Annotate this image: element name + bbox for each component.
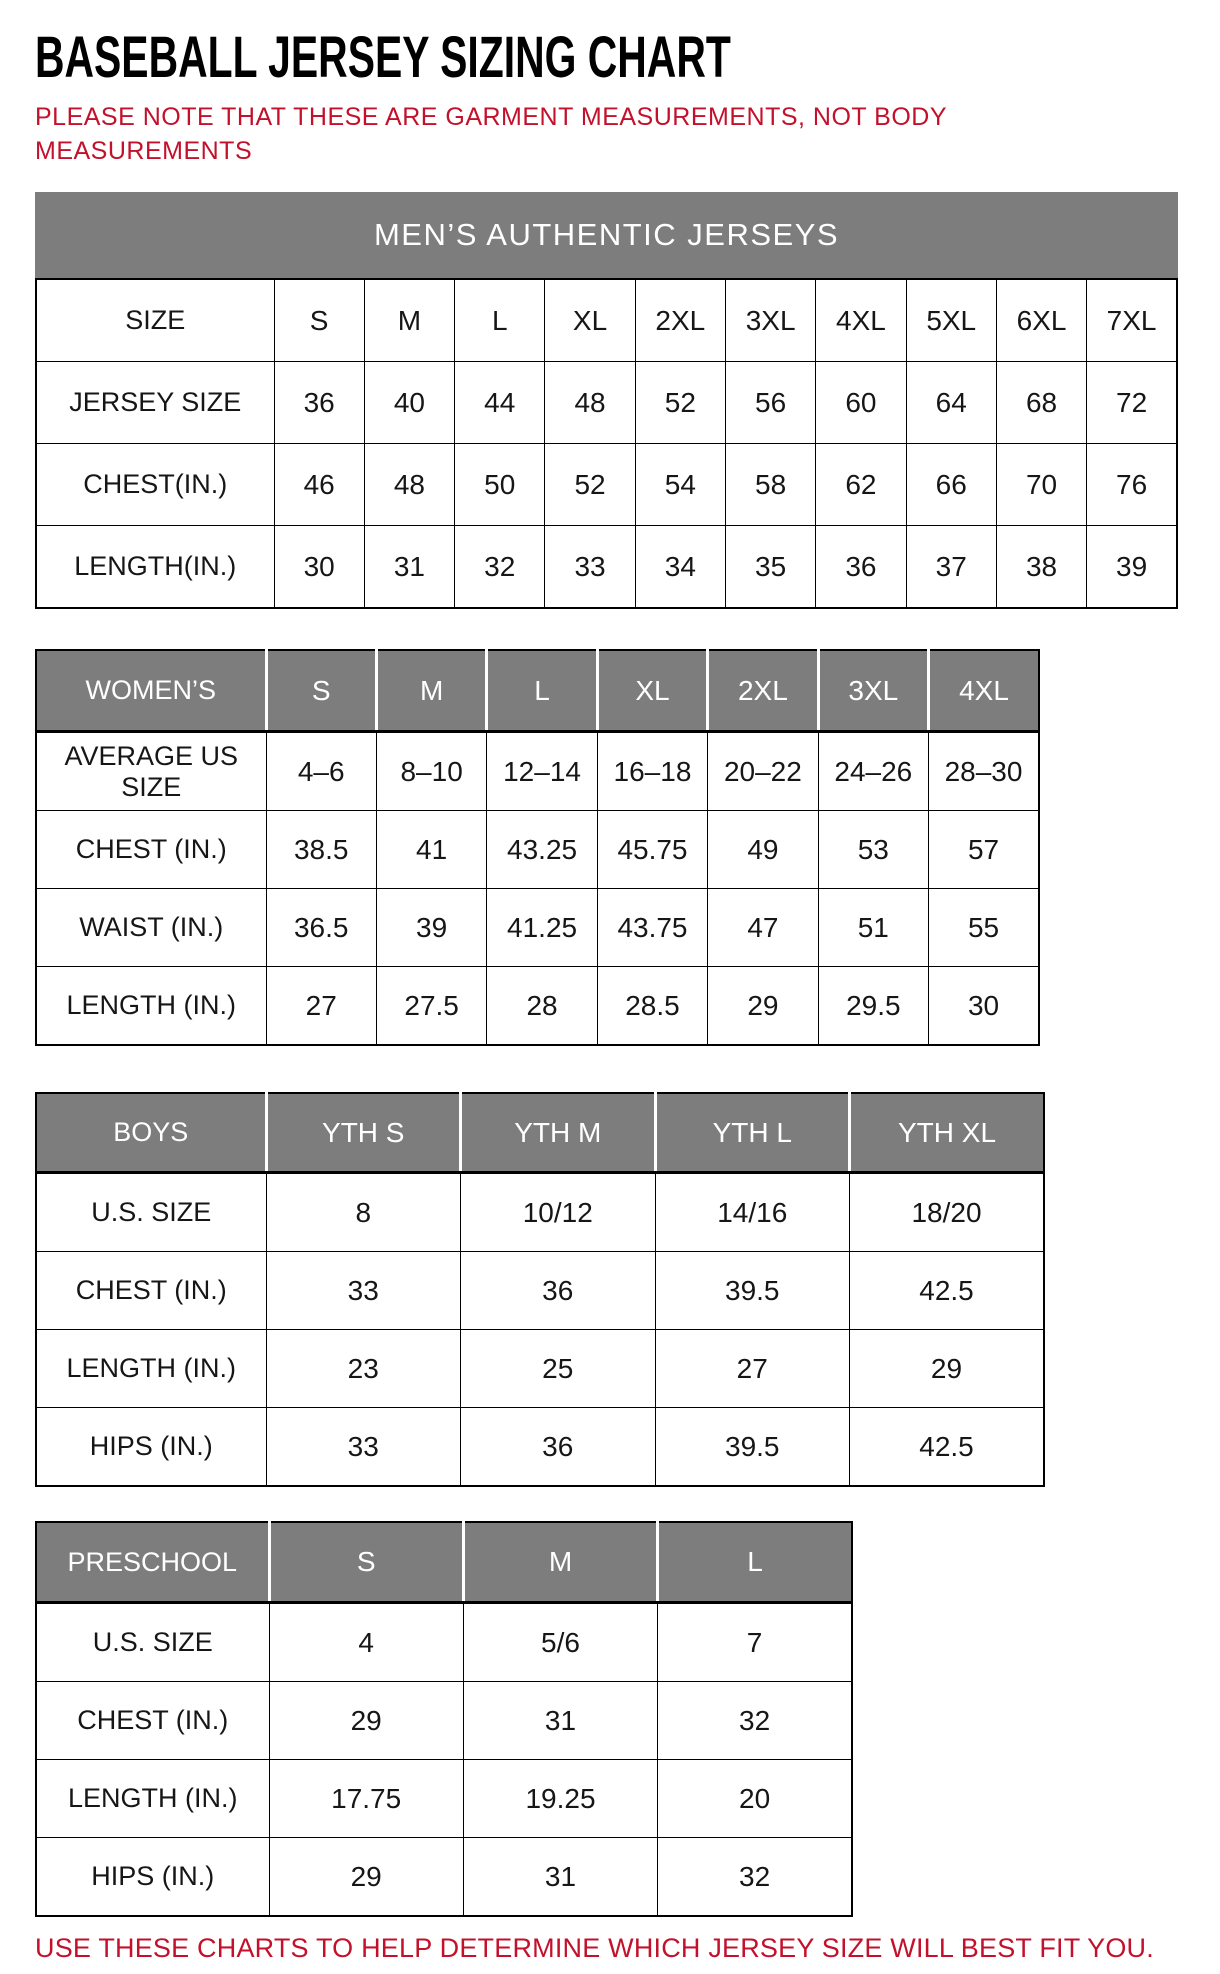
mens-cell: 3XL [725,279,815,362]
boys-cell: 33 [266,1252,461,1330]
womens-cell: 20–22 [708,732,818,811]
boys-size-header-0: YTH S [266,1093,461,1173]
mens-cell: 76 [1087,444,1177,526]
womens-sizing-table [35,649,1040,1046]
mens-cell: 54 [635,444,725,526]
womens-table-row [36,967,1039,1046]
womens-cell: 24–26 [818,732,928,811]
mens-cell: 48 [364,444,454,526]
boys-table-row [36,1330,1044,1408]
preschool-cell: 29 [269,1682,463,1760]
page-title: BASEBALL JERSEY SIZING CHART [35,23,731,90]
mens-cell: 60 [816,362,906,444]
boys-row-label: U.S. SIZE [36,1173,266,1252]
mens-cell: XL [545,279,635,362]
boys-cell: 10/12 [461,1173,656,1252]
boys-cell: 18/20 [850,1173,1045,1252]
preschool-cell: 32 [658,1838,852,1917]
preschool-cell: 4 [269,1603,463,1682]
boys-cell: 42.5 [850,1252,1045,1330]
preschool-row-label: LENGTH (IN.) [36,1760,269,1838]
womens-cell: 8–10 [376,732,486,811]
mens-table-row [36,444,1177,526]
mens-cell: 37 [906,526,996,609]
boys-row-label: HIPS (IN.) [36,1408,266,1487]
preschool-cell: 32 [658,1682,852,1760]
womens-cell: 30 [929,967,1039,1046]
mens-cell: 66 [906,444,996,526]
preschool-cell: 31 [463,1838,657,1917]
mens-cell: 40 [364,362,454,444]
womens-size-header-3: XL [597,650,707,732]
mens-cell: 35 [725,526,815,609]
mens-cell: 36 [274,362,364,444]
boys-cell: 25 [461,1330,656,1408]
boys-table-row [36,1252,1044,1330]
preschool-row-label: HIPS (IN.) [36,1838,269,1917]
womens-cell: 12–14 [487,732,597,811]
womens-cell: 28 [487,967,597,1046]
mens-cell: 38 [996,526,1086,609]
womens-cell: 27 [266,967,376,1046]
mens-cell: 36 [816,526,906,609]
mens-cell: 56 [725,362,815,444]
mens-cell: 46 [274,444,364,526]
boys-cell: 39.5 [655,1408,850,1487]
boys-cell: 29 [850,1330,1045,1408]
mens-cell: 39 [1087,526,1177,609]
mens-table-row [36,279,1177,362]
womens-table-row [36,889,1039,967]
mens-row-label: LENGTH(IN.) [36,526,274,609]
boys-cell: 39.5 [655,1252,850,1330]
preschool-size-header-1: M [463,1522,657,1603]
womens-cell: 43.25 [487,811,597,889]
mens-row-label: JERSEY SIZE [36,362,274,444]
mens-cell: 31 [364,526,454,609]
mens-cell: L [455,279,545,362]
preschool-table-row [36,1682,852,1760]
womens-cell: 43.75 [597,889,707,967]
boys-row-label: CHEST (IN.) [36,1252,266,1330]
womens-size-header-5: 3XL [818,650,928,732]
mens-cell: 33 [545,526,635,609]
preschool-header-row [36,1522,852,1603]
mens-cell: 6XL [996,279,1086,362]
boys-row-label: LENGTH (IN.) [36,1330,266,1408]
boys-sizing-table [35,1092,1045,1487]
womens-cell: 27.5 [376,967,486,1046]
preschool-cell: 7 [658,1603,852,1682]
boys-cell: 36 [461,1252,656,1330]
womens-header-row [36,650,1039,732]
mens-cell: 58 [725,444,815,526]
preschool-cell: 17.75 [269,1760,463,1838]
womens-size-header-1: M [376,650,486,732]
boys-cell: 36 [461,1408,656,1487]
mens-cell: 44 [455,362,545,444]
preschool-cell: 29 [269,1838,463,1917]
mens-cell: 68 [996,362,1086,444]
womens-cell: 51 [818,889,928,967]
womens-size-header-2: L [487,650,597,732]
womens-cell: 28–30 [929,732,1039,811]
boys-header-label: BOYS [36,1093,266,1173]
womens-cell: 53 [818,811,928,889]
preschool-header-label: PRESCHOOL [36,1522,269,1603]
preschool-size-header-2: L [658,1522,852,1603]
mens-cell: 62 [816,444,906,526]
boys-header-row [36,1093,1044,1173]
mens-table-banner: MEN’S AUTHENTIC JERSEYS [35,192,1178,278]
mens-cell: 70 [996,444,1086,526]
mens-cell: 52 [635,362,725,444]
womens-cell: 38.5 [266,811,376,889]
mens-sizing-table [35,278,1178,609]
mens-cell: 2XL [635,279,725,362]
womens-cell: 41 [376,811,486,889]
womens-cell: 47 [708,889,818,967]
womens-cell: 4–6 [266,732,376,811]
womens-size-header-4: 2XL [708,650,818,732]
boys-cell: 42.5 [850,1408,1045,1487]
mens-cell: 34 [635,526,725,609]
boys-size-header-1: YTH M [461,1093,656,1173]
womens-cell: 55 [929,889,1039,967]
preschool-cell: 20 [658,1760,852,1838]
preschool-cell: 19.25 [463,1760,657,1838]
boys-table-row [36,1408,1044,1487]
preschool-cell: 31 [463,1682,657,1760]
mens-cell: 7XL [1087,279,1177,362]
womens-size-header-0: S [266,650,376,732]
womens-cell: 28.5 [597,967,707,1046]
mens-cell: 32 [455,526,545,609]
footer-note: USE THESE CHARTS TO HELP DETERMINE WHICH JERSEY SIZE WILL BEST FIT YOU. [35,1933,1154,1963]
mens-row-label: SIZE [36,279,274,362]
preschool-row-label: U.S. SIZE [36,1603,269,1682]
mens-cell: 52 [545,444,635,526]
mens-cell: 4XL [816,279,906,362]
note-line-2: MEASUREMENTS [35,137,253,165]
mens-table-row [36,526,1177,609]
womens-table-row [36,811,1039,889]
mens-cell: 50 [455,444,545,526]
preschool-cell: 5/6 [463,1603,657,1682]
womens-cell: 45.75 [597,811,707,889]
boys-size-header-2: YTH L [655,1093,850,1173]
mens-cell: M [364,279,454,362]
boys-cell: 8 [266,1173,461,1252]
womens-header-label: WOMEN’S [36,650,266,732]
preschool-row-label: CHEST (IN.) [36,1682,269,1760]
preschool-table-row [36,1603,852,1682]
womens-row-label: AVERAGE US SIZE [36,732,266,811]
womens-cell: 29.5 [818,967,928,1046]
mens-row-label: CHEST(IN.) [36,444,274,526]
womens-cell: 29 [708,967,818,1046]
mens-cell: 30 [274,526,364,609]
womens-row-label: WAIST (IN.) [36,889,266,967]
preschool-table-row [36,1760,852,1838]
womens-cell: 39 [376,889,486,967]
boys-cell: 27 [655,1330,850,1408]
boys-cell: 14/16 [655,1173,850,1252]
mens-cell: 5XL [906,279,996,362]
womens-table-row [36,732,1039,811]
womens-size-header-6: 4XL [929,650,1039,732]
womens-row-label: LENGTH (IN.) [36,967,266,1046]
mens-cell: 48 [545,362,635,444]
garment-measurements-note [35,100,1220,168]
boys-table-row [36,1173,1044,1252]
womens-cell: 41.25 [487,889,597,967]
mens-cell: S [274,279,364,362]
womens-cell: 16–18 [597,732,707,811]
preschool-table-row [36,1838,852,1917]
boys-size-header-3: YTH XL [850,1093,1045,1173]
mens-table-row [36,362,1177,444]
womens-cell: 36.5 [266,889,376,967]
preschool-size-header-0: S [269,1522,463,1603]
note-line-1: PLEASE NOTE THAT THESE ARE GARMENT MEASUREMENTS, NOT BODY [35,103,948,131]
boys-cell: 23 [266,1330,461,1408]
preschool-sizing-table [35,1521,853,1917]
boys-cell: 33 [266,1408,461,1487]
womens-cell: 57 [929,811,1039,889]
womens-row-label: CHEST (IN.) [36,811,266,889]
womens-cell: 49 [708,811,818,889]
mens-cell: 64 [906,362,996,444]
mens-cell: 72 [1087,362,1177,444]
